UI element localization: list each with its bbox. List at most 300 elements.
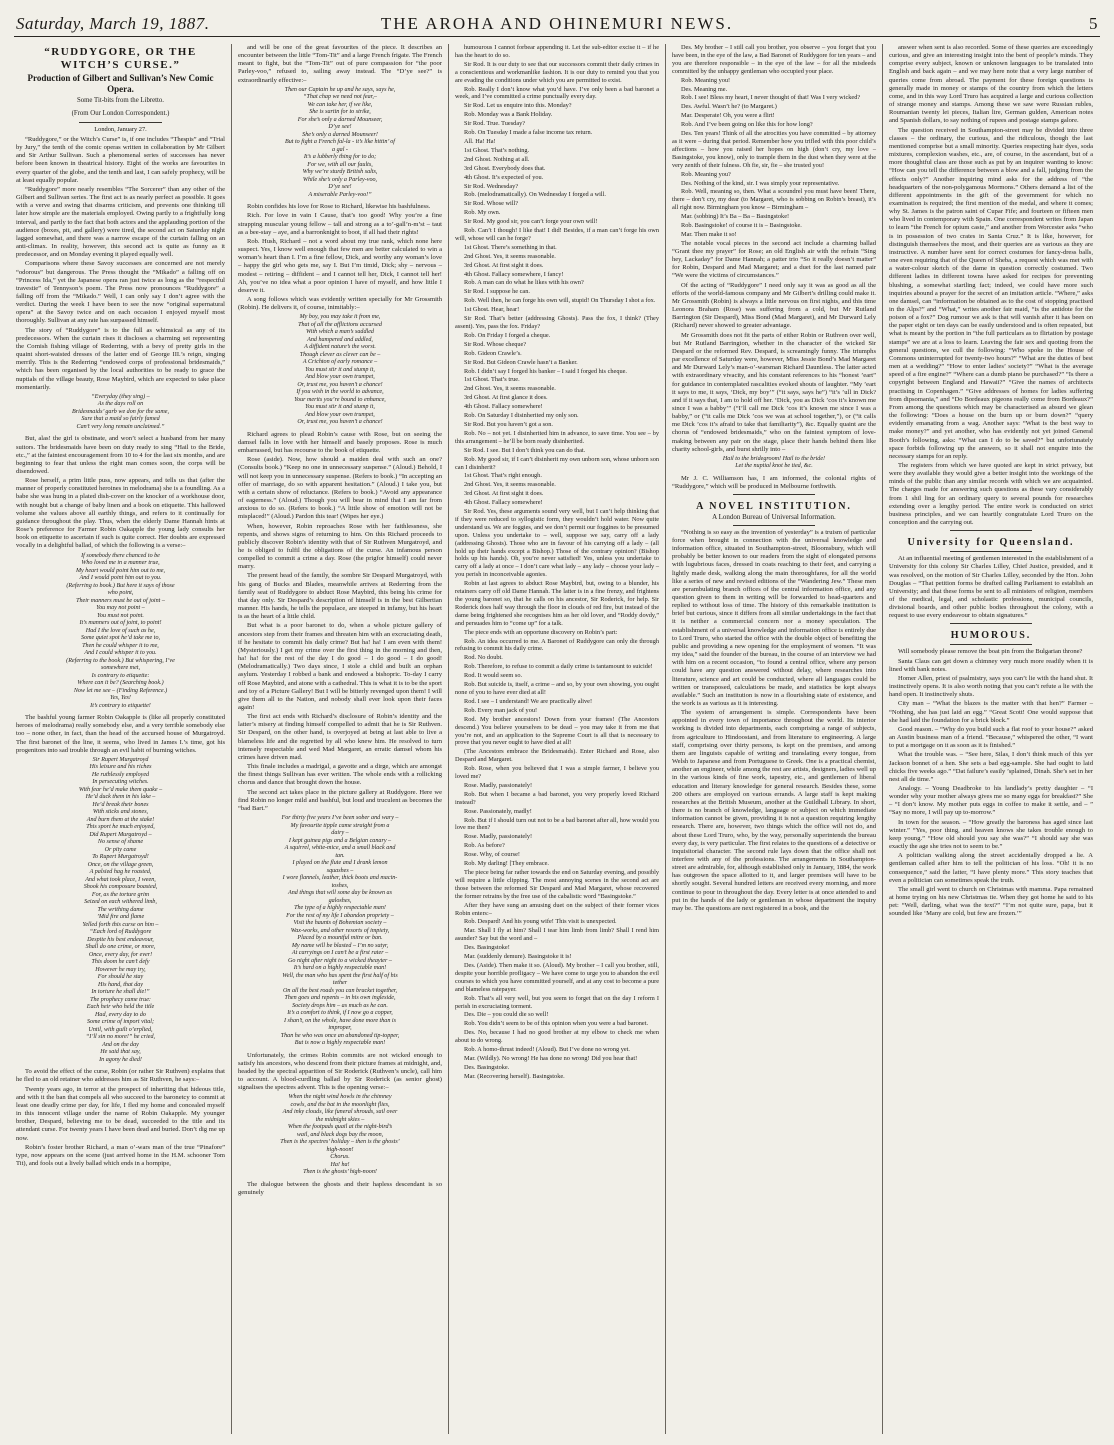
verse-line: If you wish in the world to advance, xyxy=(296,389,384,396)
verse-line: wail, and black dogs bay the moon, xyxy=(296,1131,384,1138)
divider-rule xyxy=(733,494,815,495)
dialogue-line: Sir Rod. But Gideon Crawle hasn’t a Banker. xyxy=(464,358,578,366)
dialogue-line: Mar. (Wildly). No wrong! He has done no wrong! Did you hear that! xyxy=(464,1054,638,1062)
verse-line: Than he who was once an abandoned tip-topper, xyxy=(280,1032,400,1039)
verse-line: Or, trust me, you haven’t a chance! xyxy=(297,381,383,388)
dialogue-line: Des. My brother – I still call you brother, you observe – you forget that you have been, in the eye of the law, a Bad Baronet of Ruddygore for ten years – and you are therefore responsible – in the eye of the law – for all the misdeeds committed by the unhappy gentleman who occupied your place. xyxy=(672,44,876,75)
verse-line: Then our Captain he up and he says, says he, xyxy=(284,86,396,93)
dialogue-line: Des. Awful. Wasn’t he? (to Margaret.) xyxy=(681,103,777,111)
dialogue-line: Rob. On Saturday I disinherited my only son. xyxy=(464,412,579,420)
dialogue-line: Rod. My brother ancestors! Down from your frames! (The Ancestors descend.) You believe yourselves to be dead – you may take it from me that you’re not, and an application to the Supreme Court is all that is necessary to prove that you never ought to have died at all! xyxy=(455,715,659,747)
paragraph: Mr J. C. Williamson has, I am informed, the colonial rights of “Ruddygore,” which will be produced in Melbourne forthwith. xyxy=(672,474,876,491)
verse-line: improper, xyxy=(328,1025,352,1031)
dialogue-line: Mar. Then make it so! xyxy=(681,230,737,238)
verse-line: Then goes and repents – in his own ingleside, xyxy=(284,995,396,1001)
dialogue-line: 4th Ghost. It’s expected of you. xyxy=(464,173,544,181)
verse-line: Why we’re sturdy British salts, xyxy=(302,169,378,176)
dialogue-line: Mar. Desperate! Oh, you were a flirt! xyxy=(681,112,775,120)
verse-line: With which a man’s saddled xyxy=(306,329,374,336)
dialogue-line: Rob. As before? xyxy=(464,842,505,850)
dialogue-line: Rose. Madly, passionately! xyxy=(464,833,533,841)
verse-line: If somebody there chanced to be xyxy=(81,552,160,559)
verse-line: I played on the flute and I drank lemon xyxy=(292,860,388,866)
verse-line: In agony he died! xyxy=(99,1056,142,1063)
dateline: London, January 27. xyxy=(94,126,147,133)
verse-line: The type of a highly respectable man! xyxy=(294,905,386,911)
verse-line: Sure that a maid so fairly famed xyxy=(81,416,160,423)
verse-line: Bridesmaids’ garb we don for the same, xyxy=(72,408,169,415)
dialogue-line: Rob. Basingstoke! of course it is – Basingstoke. xyxy=(681,222,802,230)
paragraph: Rose herself, a prim little puss, now appears, and tells us that (after the manner of properly constituted heroines in melodrama) she is a foundling. As a babe she was hung in a plated dish-cover on the knocker of a workhouse door, with nought but a change of baby linen and a book on etiquette. This hallowed volume she values above all earthly things, and refers to it continually for guidance throughout the play. Thus, when the elderly Dame Hannah hints at Rose’s preference for Farmer Robin Oakapple the young lady consults her book on etiquette to ascertain if such is quite correct. Her doubts are expressed vocally in a delightful ballad, of which the following is a verse:– xyxy=(16,477,225,550)
dialogue-line: Des. Nothing of the kind, sir. I was simply your representative. xyxy=(681,179,840,187)
verse-line: Is contrary to etiquette: xyxy=(91,672,150,679)
paragraph: Comparisons where these Savoy successes are concerned are not merely “odorous” but dangerous. The Press thought the “Mikado” a falling off on “Princess Ida,” yet the Japanese opera ran just twice as long as the “respectful travestie” of Tennyson’s poem. The Press now pronounces “Ruddygore” a falling off from the “Mikado.” Well, I can only say I don’t agree with the verdict. During the week I have been to see the now “original supernatural opera” at the Savoy twice and on each occasion I enjoyed myself most thoroughly. Sullivan at any rate has surpassed himself. xyxy=(16,260,225,325)
verse-line: Can’t very long remain unclaimed.” xyxy=(76,423,165,430)
article-byline: Some Tit-bits from the Libretto. xyxy=(76,97,165,104)
verse-line: A miserable Parley-voo!” xyxy=(308,191,372,198)
dialogue-line: 2nd Ghost. Yes, it seems reasonable. xyxy=(464,252,556,260)
divider-rule xyxy=(79,122,163,123)
verse-line: You may not point – xyxy=(96,605,145,612)
dialogue-line: Rob. But if I should turn out not to be a bad baronet after all, how would you love me then? xyxy=(455,816,659,832)
paragraph: Rich. For love in vain I Cause, that’s too good! Why you’re a fine strapping muscular young fellow – tall and strong as a to’-gall’n-m’st – taut as a bee-stay – aye, and a barronknight to boot, if all had their rights! xyxy=(238,212,442,236)
verse-line: My name will be blasted – I’m no satyr, xyxy=(291,942,389,949)
verse-line: You must stir it and stump it, xyxy=(305,404,375,411)
verse-line: And inky clouds, like funeral shrouds, sail over xyxy=(282,1109,398,1116)
divider-rule xyxy=(950,530,1032,531)
paragraph: The system of arrangement is simple. Correspondents have been appointed in every town of importance throughout the world. Its interior working is divided into departments, each comprising a range of subjects, from agriculture to Hindoostani, and from literature to engineering. A large staff, comprising over thirty persons, is kept on the premises, and among them are linguists capable of writing and translating every tongue, from Welsh to Japanese and from Portuguese to Greek. One is a practical chemist, another an engineer, while among the rest are artists, designers, ladies well up in the various kinds of fine work, tapestry, etc., and gentlemen of liberal education and literary knowledge for general research. Besides these, some 200 others are employed on various errands. A large staff is kept making researches at the British Museum, another at the Guildhall Library. In short, there is no branch of knowledge, language or subject on which immediate information cannot be given, providing it is not a question requiring lengthy research. There are, however, two things which the office will not do, and about these Lord Truro, who, by the way, personally superintends the bureau every day, is very particular. The first relates to the questions of a detective or inquisitorial character. The second rule lays down that the office shall not interfere with any of the professions. The arrangements in Southampton-street are admirable, for, although established only in January, 1884, the work has outgrown the space allotted to it, and larger premises will have to be shortly sought. Several hundred letters are received every morning, and more continue to pour in throughout the day. Every letter is at once attended to and put in the hands of the lady or gentleman in whose department the inquiry may be. The questions are next registered in a book, and the xyxy=(672,709,876,912)
paragraph: Homer Allen, priest of psalmistry, says you can’t lie with the hand shut. It instinctively opens. It is also worth noting that you can’t refute a lie with the hand open. It instinctively shuts. xyxy=(889,674,1093,699)
paragraph: The story of “Ruddygore” is to the full as whimsical as any of its predecessors. When the curtain rises it discloses a charming set representing the Cornish fishing village of Rederring, with a bevy of pretty girls in the quaint short-waisted dresses of the latter end of George III.’s reign, singing merrily. This is the Rederring “endowed corps of professional bridesmaids,” which has been organised by the local authorities to be ready to grace the nuptials of the village beauty, Rose Maybird, which are expected to take place momentarily. xyxy=(16,326,225,391)
dialogue-line: Rob. Meaning you? xyxy=(681,170,731,178)
verse-line: As the days roll on xyxy=(97,401,144,408)
paragraph: The second act takes place in the picture gallery at Ruddygore. Here we find Robin no longer mild and bashful, but loud and truculent as becomes the “bad Bart.” xyxy=(238,788,442,812)
verse-line: Until, with guilt o’erplied, xyxy=(88,1026,153,1033)
verse-line: She is sartin for to strike, xyxy=(309,109,371,116)
verse-line: On all the best roads you can bracket together, xyxy=(282,987,397,994)
verse-line: And on the day xyxy=(102,1041,139,1048)
verse-line: Then is the spectres’ holiday – then is the ghosts’ xyxy=(280,1139,400,1146)
paragraph: Robin confides his love for Rose to Richard, likewise his bashfulness. xyxy=(247,203,431,211)
verse-line: Or pity came xyxy=(104,846,137,853)
verse-line: This sport he much enjoyed, xyxy=(86,824,155,831)
verse-line: I shan’t, on the whole, have done more than is xyxy=(284,1017,396,1024)
verse-line: She’s only a darned Mounseer! xyxy=(302,131,378,138)
dialogue-line: Mar. Shall I fly at him? Shall I tear him limb from limb? Shall I rend him asunder? Say but the word and – xyxy=(455,927,659,943)
paragraph: At an influential meeting of gentlemen interested in the establishment of a University for this colony Sir Charles Lilley, Chief Justice, presided, and it was resolved, on the motion of Sir Charles Lilley, seconded by the Hon. John Douglas – “That petition forms be drafted calling Parliament to establish an University; and that these forms be sent to all ministers of religion, members of the medical, legal, and scholastic professions, municipal councils, divisional boards, and other public bodies throughout the colony, with a request to use every endeavour to obtain signatures.” xyxy=(889,555,1093,620)
verse-line: With sticks and stones, xyxy=(92,809,149,816)
paragraph: When, however, Robin reproaches Rose with her faithlessness, she repents, and shows signs of returning to him. On this Richard proceeds to publicly discover Robin’s identity with that of Sir Ruthven Murgatroyd, and he is obliged to fulfil the obligations of the curse. An infamous person compelled to commit a crime a day. Rose (the prigfor himself) could never marry. xyxy=(238,522,442,571)
column-3 xyxy=(448,44,665,1434)
dialogue-line: Des. Basingstoke! xyxy=(464,944,510,952)
dialogue-line: Rob. On Friday I forged a cheque. xyxy=(464,331,551,339)
verse-line: Yes, Yes! xyxy=(110,695,131,702)
section-heading-novel-institution: A NOVEL INSTITUTION. xyxy=(696,501,852,513)
verse-line: That of all the afflictions accursed xyxy=(298,321,382,328)
verse-line: who point, xyxy=(107,590,134,597)
verse-line: Once, on the village green, xyxy=(87,861,154,868)
verse-line: (Referring to the book.) But whispering, I’ve xyxy=(66,657,175,664)
dialogue-line: Mar. (suddenly demure). Basingstoke it is! xyxy=(464,953,572,961)
verse-line: Or, trust me, you haven’t a chance! xyxy=(297,419,383,426)
verse-line: Did Rupert Murgatroyd – xyxy=(89,831,152,838)
verse-line: I kept guinea pigs and a Belgian canary – xyxy=(288,837,392,844)
verse-line: Though clever as clever can be – xyxy=(299,351,381,358)
dialogue-line: Rob. But suicide is, itself, a crime – and so, by your own showing, you ought none of you to have ever died at all! xyxy=(455,681,659,696)
verse-line: He’d duck them in his lake – xyxy=(85,794,156,801)
paragraph: The bashful young farmer Robin Oakapple is (like all properly constituted heroes of melodrama) really somebody else, and a very terrible somebody else too – none other, in fact, than the head of the accursed house of Murgatroyd. The first baronet of the line, it seems, who lived in James I.’s time, got his progenitors into sad trouble through an evil habit of burning witches. xyxy=(16,714,225,754)
verse-line: But is now a highly respectable man! xyxy=(294,1040,386,1046)
verse-line: “I’ll sin no more!” he cried, xyxy=(85,1034,156,1041)
verse-line: And blow your own trumpet, xyxy=(305,411,375,418)
dialogue-line: Rob. Gideon Crawle’s. xyxy=(464,349,522,357)
verse-line: “Everyday (they sing) – xyxy=(91,393,150,400)
masthead xyxy=(14,10,1100,37)
verse-line: Visit the haunts of Bohemian society – xyxy=(293,920,387,926)
paragraph: The present head of the family, the sombre Sir Despard Murgatroyd, with his gang of Bucks and Blades, meanwhile arrives at Rederring from the family seat of Ruddygore to abduct Rose Maybird, this being his crime for that day only. Sir Despard’s description of himself is in the best Gilbertian manner. His hands, he tells the populace, are steeped in infamy, but his heart is as the heart of a little child. xyxy=(238,572,442,621)
verse-line: However he may try, xyxy=(95,966,146,973)
verse-line: In torture he shall die!” xyxy=(91,989,150,996)
verse-line: To Rupert Murgatroyd! xyxy=(92,854,149,861)
section-heading-university: University for Queensland. xyxy=(907,537,1075,549)
issue-date: Saturday, March 19, 1887. xyxy=(16,14,210,33)
verse-line: (Referring to book.) But here it says of those xyxy=(66,582,175,589)
dialogue-line: Rose. Passionately, madly! xyxy=(464,807,532,815)
verse-line: Then is the ghosts’ high-noon! xyxy=(303,1169,377,1176)
verse-line: the midnight skies – xyxy=(315,1116,365,1123)
column-1 xyxy=(14,44,231,1434)
verse-line: “That chap we need not fear,– xyxy=(303,94,377,101)
dialogue-line: Sir Rod. Wednesday? xyxy=(464,182,519,190)
dialogue-line: Rob. But when I became a bad baronet, you very properly loved Richard instead? xyxy=(455,790,659,806)
dialogue-line: Sir Rod. My good sir, you can’t forge your own will! xyxy=(464,218,598,226)
dialogue-line: Rob. That’s all very well, but you seem to forget that on the day I reform I perish in excruciating torment. xyxy=(455,994,659,1010)
verse-line: Some crime of import vital; xyxy=(86,1019,155,1026)
verse-line: You must not point. xyxy=(97,612,144,619)
dialogue-line: Des. Ten years! Think of all the atrocities you have committed – by attorney as it were – during that period. Remember how you trifled with this poor child’s affections – how you raised her hopes on high (don’t cry, my love – Basingstoke, you know), only to trample them in the dust when they were at the very zenith of their fulness. Oh fie, sir, fie – she trusted you! xyxy=(672,130,876,169)
verse-line: And blow your own trumpet, xyxy=(305,374,375,381)
dialogue-line: Rob. A man can do what he likes with his own? xyxy=(464,279,584,287)
divider-rule xyxy=(950,623,1032,624)
verse-block xyxy=(238,87,442,200)
paragraph: But what is a poor baronet to do, when a whole picture gallery of ancestors step from their frames and threaten him with an excruciating death, if he hesitate to commit his daily crime? But ha! ha! I am even with them! (Mysteriously.) I get my crime over the first thing in the morning and then, ha! ha! for the rest of the day I do good – I do good – I do good! (Melodramatically.) Two days since, I stole a child and built an orphan asylum. Yesterday I robbed a bank and endowed a bishopric. To-day I carry off Rose Maybird, and atone with a cathedral. This is what it is to be the sport and toy of a Picture Gallery! But I will be bitterly revenged upon them! I will give them all to the Nation, and nobody shall ever look upon their faces again! xyxy=(238,622,442,711)
verse-line: It’s hard on a highly respectable man! xyxy=(293,965,387,971)
paragraph: Rose (aside). Now, how should a maiden deal with such an one? (Consults book.) “Keep no one in unnecessary suspense.” (Aloud.) Behold, I will not keep you in unnecessary suspense. (Refers to book.) “In accepting an offer of marriage, do so with apparent hesitation.” (Aloud.) I take you, but with a certain show of reluctance. (Refers to book.) “Avoid any appearance of eagerness.” (Aloud.) Though you will bear in mind that I am far from anxious to do so. (Refers to book.) “A little show of emotion will not be misplaced!” (Aloud.) Pardon this tear! (Wipes her eye.) xyxy=(238,456,442,521)
dialogue-line: Des. (Aside). Then make it so. (Aloud). My brother – I call you brother, still, despite your horrible profligacy – We have come to urge you to abandon the evil courses to which you have committed yourself, and at any cost to become a pure and blameless ratepayer. xyxy=(455,961,659,993)
verse-line: And what took place, I ween, xyxy=(85,876,156,883)
dialogue-line: 1st Ghost. That’s nothing. xyxy=(464,146,530,154)
verse-line: It’s contrary to etiquette! xyxy=(90,702,151,709)
correspondent-line: (From Our London Correspondent.) xyxy=(71,109,170,117)
verse-line: Each heir who held the title xyxy=(86,1004,155,1011)
verse-line: Had I the love of such as he, xyxy=(85,627,156,634)
verse-line: tan. xyxy=(335,852,345,859)
dialogue-line: 1st Ghost. Hear, hear! xyxy=(464,306,520,314)
verse-line: In persecuting witches. xyxy=(92,779,149,786)
verse-line: Then he could whisper it to me, xyxy=(82,642,159,649)
paragraph: Robin’s foster brother Richard, a man o’-wars man of the true “Pinafore” type, now appears on the scene (just arrived home in the H.M. schooner Tom Tit), and fools out a lively ballad which ends in a hornpipe, xyxy=(16,1143,225,1168)
dialogue-line: Robin at last agrees to abduct Rose Maybird, but, owing to a blunder, his retainers carry off old Dame Hannah. The latter is in a fine frenzy, and frightens the young baronet so, that he calls on his ancestor, Sir Roderick, for help. Sir Roderick does half way through the floor in clouds of red fire, but instead of the dame being frightened she recognises him as her old lover, and “Roddy dovdy,” and persuades him to “come up” for a talk. xyxy=(455,580,659,627)
dialogue-line: Sir Rod. I see. But I don’t think you can do that. xyxy=(464,446,586,454)
verse-line: Despite his best endeavour, xyxy=(87,936,154,943)
verse-line: somewhere met, xyxy=(100,665,141,672)
dialogue-line: Rob. My good sir, if I can’t disinherit my own unborn son, whose unborn son can I disinherit? xyxy=(455,455,659,471)
verse-line: And things that will some day be known as xyxy=(288,890,392,896)
verse-line: It’s a lubberly thing for to do; xyxy=(303,154,377,161)
dialogue-line: Sir Rod. Whose cheque? xyxy=(464,340,527,348)
dialogue-line: Rob. Rose, when you believed that I was a simple farmer, I believe you loved me? xyxy=(455,765,659,781)
dialogue-line: Rob. Therefore, to refuse to commit a daily crime is tantamount to suicide! xyxy=(464,663,653,671)
dialogue-line: Rob. No – not yet. I disinherited him in advance, to save time. You see – by this arrangement – he’ll be born ready disinherited. xyxy=(455,429,659,445)
paragraph: But, alas! the girl is obstinate, and won’t select a husband from her many suitors. The bridesmaids have been on duty ready to sing “Hail to the Bride, etc.,” at the faintest encouragement from 10 to 4 for the last six months, and are beginning to fear that unless the right man comes soon, the corps will be disendowed. xyxy=(16,435,225,475)
dialogue-line: Rob. An idea occurred to me. A Baronet of Ruddygore can only die through refusing to commit his daily crime. xyxy=(455,637,659,653)
paragraph: The notable vocal pieces in the second act include a charming ballad “Grant thee my prayer” for Rose; an old English air with the refrain “Sing hey, Lackaday” for Dame Hannah; a patter trio “So it really doesn’t matter” for Robin, Despard and Mad Margaret; and a duet for the last named pair “We were the victims of circumstances.” xyxy=(672,239,876,280)
verse-line: Well, the man who has spent the first half of his xyxy=(282,972,398,979)
dialogue-line: 2nd Ghost. Nothing at all. xyxy=(464,155,530,163)
dialogue-line: The piece being far rather towards the end on Saturday evening, and possibly will require a little clipping. The most annoying scenes in the second act are those between the reformed Sir Despard and Mad Margaret, whose recovered the former retrains by the free use of the cabalistic word “Basingstoke.” xyxy=(455,869,659,900)
divider-rule xyxy=(950,644,1032,645)
paragraph: What the trouble was. – “See here, Silas, I don’t think much of this yer Jackson bonnet of a hen. She sets a bad egg-sample. She had ought to laid chicks five weeks ago.” “Dat failure’s easily ’splained, Dinah. She’s set in her nest all de time.” xyxy=(889,751,1093,783)
dialogue-line: Rob. (melodramatically). On Wednesday I forged a will. xyxy=(464,191,606,199)
paragraph: This finale includes a madrigal, a gavotte and a dirge, which are amongst the finest things Sullivan has ever written. The whole ends with a rollicking chorus and dance that brought down the house. xyxy=(238,763,442,787)
verse-line: D’ye see! xyxy=(328,184,352,191)
divider-rule xyxy=(950,551,1032,552)
dialogue-line: 3rd Ghost. At first sight it does. xyxy=(464,261,544,269)
dialogue-line: Rob. Well, meaning so, then. What a scoundrel you must have been! There, there – don’t cry, my dear (to Margaret, who is sobbing on Robin’s breast), it’s all right now. Birmingham you know – Birmingham – xyxy=(672,188,876,212)
dialogue-line: (The Ancestors embrace the Bridesmaids). Enter Richard and Rose, also Despard and Margaret. xyxy=(455,748,659,764)
dialogue-line: Rod. No doubt. xyxy=(464,654,503,662)
verse-block xyxy=(238,314,442,427)
verse-line: No sense of shame xyxy=(97,839,144,846)
verse-line: We can take her, if we like, xyxy=(307,101,373,108)
verse-line: This doom he can’t defy xyxy=(91,959,150,966)
dialogue-line: 1st Ghost. That’s right enough. xyxy=(464,472,542,480)
section-subheading: A London Bureau of Universal Information. xyxy=(712,513,836,522)
paragraph: “Ruddygore” more nearly resembles “The Sorcerer” than any other of the Gilbert and Sullivan series. The first act is as nearly perfect as possible. It goes with a verve and swing that disarms criticism, and prevents one thinking till later how simple are the materials employed. Owing partly to a frightfully long interval, and partly to the fact that both actors and the applauding portion of the audience (boxes, pit, and gallery) were tired, the second act on Saturday night lagged somewhat, and there was a narrow escape of the curtain falling on an anti-climax. In reality, however, this second act is quite as funny as it predecessor, and on Monday evening it played equally well. xyxy=(16,185,225,259)
verse-line: ’Mid fire and flame xyxy=(96,914,145,921)
verse-block xyxy=(16,757,225,1065)
verse-line: Go night after night to a wicked theayter – xyxy=(288,957,392,964)
verse-line: Where can it be? (Searching book.) xyxy=(77,680,164,687)
dialogue-line: Rob. I see! Bless my heart, I never thought of that! Was I very wicked? xyxy=(681,94,861,102)
verse-line: His hand, that day xyxy=(97,981,144,988)
verse-line: Their manners must be out of joint – xyxy=(76,597,165,604)
verse-line: squashes – xyxy=(326,867,354,874)
dialogue-line: Rob. Monday was a Bank Holiday. xyxy=(464,111,553,119)
dialogue-line: Sir Rod. But you haven’t got a son. xyxy=(464,420,553,428)
verse-line: He ruthlessly employed xyxy=(91,771,150,778)
paragraph: City man – “What the blazes is the matter with that hen?” Farmer – “Nothing, she has just laid an egg.” “Great Scott! One would suppose that she had laid the foundation for a brick block.” xyxy=(889,700,1093,724)
dialogue-line: 3rd Ghost. At first glance it does. xyxy=(464,394,548,402)
article-headline: “RUDDYGORE, OR THE WITCH’S CURSE.” xyxy=(44,46,197,71)
verse-line: Sir Rupert Murgatroyd xyxy=(92,756,149,763)
dialogue-line: Rob. My own. xyxy=(464,209,501,217)
paragraph: Will somebody please remove the boat pin from the Bulgarian throne? xyxy=(898,648,1083,656)
dialogue-line: Sir Rod. Whose will? xyxy=(464,200,519,208)
dialogue-line: 2nd Ghost. Yes, it seems reasonable. xyxy=(464,385,556,393)
dialogue-line: Rod. I see – I understand! We are practically alive! xyxy=(464,697,593,705)
dialogue-line: After they have sung an amusing duet on the subject of their former vices Robin enters:– xyxy=(455,901,659,917)
verse-line: My boy, you may take it from me, xyxy=(299,314,381,321)
dialogue-line: humourous I cannot forbear appending it. Let the sub-editor excise it – if he has the heart to do so. xyxy=(455,44,659,59)
verse-line: I wore flannels, leather, thick boots and macin- xyxy=(282,875,398,881)
verse-line: You must stir it and stump it, xyxy=(305,366,375,373)
verse-line: My heart would point him out to me, xyxy=(75,567,166,574)
verse-line: But to fight a French fal-la - it’s like hittin’ of xyxy=(284,139,395,146)
dialogue-line: Rob. On Tuesday I made a false income tax return. xyxy=(464,129,593,137)
paragraph: Richard agrees to plead Robin’s cause with Rose, but on seeing the damsel falls in love with her himself and basely proposes. Rose is much embarrassed, but has recourse to the book of etiquette. xyxy=(238,430,442,455)
dialogue-line: Rob. Really I don’t know what you’d have. I’ve only been a bad baronet a week, and I’ve committed a crime punctually every day. xyxy=(455,85,659,101)
verse-line: Ha! ha! xyxy=(330,1161,350,1168)
dialogue-line: Rob. Every man jack of you! xyxy=(464,706,538,714)
dialogue-line: 2nd Ghost. Yes, it seems reasonable. xyxy=(464,481,556,489)
verse-block xyxy=(238,815,442,1048)
verse-line: He’d break their bones xyxy=(92,801,149,808)
verse-line: Some quiet spot he’d take me to, xyxy=(80,635,161,642)
dialogue-line: Sir Rod. Yes, these arguments sound very well, but I can’t help thinking that if they were reduced to syllogistic form, they wouldn’t hold water. Now quite understand us. We are foggies, and we don’t permit our foggines to be presumed upon. Unless you undertake to – well, suppose we say, carry off a lady (addressing Ghosts). Those who are in favour of his carrying off a lady – (all hold up their hands except a Bishop.) Those of the contrary opinion? (Bishop holds up his hands). Oh, you’re never satisfied! Yes, unless you undertake to carry off a lady at once – I don’t care what lady – any lady – choose your lady – you perish in inconceivable agonies. xyxy=(455,508,659,579)
verse-line: high-noon! xyxy=(326,1146,354,1153)
verse-line: A palsied hag he roasted, xyxy=(89,869,152,876)
paragraph: Of the acting of “Ruddygore” I need only say it was as good as all the efforts of the world-famous company and Mr Gilbert’s drilling could make it. Mr Grossmith (Robin) is always a little nervous on first nights, and this time Leonora Braham (Rose) was suffering from a cold, but Mr Rutland Barrington (Sir Despard), Miss Bond (Mad Margaret), and Mr Durward Lely (Richard) never showed to greater advantage. xyxy=(672,281,876,330)
verse-line: Hail to the bridegroom! Hail to the bride! xyxy=(722,455,826,462)
verse-line: And I could whisper it to you. xyxy=(84,650,157,657)
dialogue-line: Rob. My darling! [They embrace. xyxy=(464,860,549,868)
dialogue-line: 4th Ghost. Fallacy somewhere, I fancy! xyxy=(464,270,564,278)
paragraph: In town for the season. – “How greatly the baroness has aged since last winter.” “Yes, poor thing, and heaven knows she takes trouble enough to keep young.” “How old should you say she was?” “I should say she was exactly the age she tries not to seem to be.” xyxy=(889,818,1093,851)
verse-line: Shall do one crime, or more, xyxy=(85,944,156,951)
paragraph: Good reason. – “Why do you build such a flat roof to your house?” asked an Austin business man of a friend. “Because,” whispered the other, “I want to put a mortgage on it as soon as it is finished.” xyxy=(889,725,1093,750)
page-number: 5 xyxy=(1089,14,1098,33)
verse-line: The prophecy came true: xyxy=(90,996,151,1003)
dialogue-line: 3rd Ghost. Everybody does that. xyxy=(464,164,546,172)
verse-line: For we, with all our faults, xyxy=(307,161,373,168)
dialogue-line: Rob. A homo-thrust indeed! (Aloud). But I’ve done no wrong yet. xyxy=(464,1046,630,1054)
paragraph: To avoid the effect of the curse, Robin (or rather Sir Ruthven) explains that he fled to an old retainer who addresses him as Sir Ruthven, he says:– xyxy=(16,1068,225,1084)
divider-rule xyxy=(733,525,815,526)
verse-line: With fear he’d make them quake – xyxy=(78,786,163,793)
verse-line: And I would point him out to you. xyxy=(79,575,162,582)
verse-line: galoshes, xyxy=(328,897,352,904)
dialogue-line: Rob. I didn’t say I forged his banker – I said I forged his cheque. xyxy=(464,367,627,375)
verse-line: He said that say, xyxy=(100,1049,141,1056)
paragraph: answer when sent is also recorded. Some of these queries are exceedingly curious, and give an interesting insight into the bent of people’s minds. They comprise every subject, known or unknown languages to be translated into English and back again – and we may here note that a very large number of queries come from abroad. The payment for these foreign questions is generally made in money or stamps of the country from which the letters come, and in this way Lord Truro has acquired a large and curious collection of strange money and stamps. Among these we saw were Russian rubles, Roumanian twenty lei pieces, Italian lire, German gulden, American notes and Spanish dollars, to say nothing of rupees and postage stamps galore. xyxy=(889,44,1093,125)
dialogue-line: 3rd Ghost. At first sight it does. xyxy=(464,490,544,498)
dialogue-line: The piece ends with an opportune discovery on Robin’s part: xyxy=(464,628,618,636)
paragraph: A song follows which was evidently written specially for Mr Grossmith (Robin). He delivers it, of course, inimitably:– xyxy=(238,296,442,312)
verse-block xyxy=(238,1094,442,1177)
dialogue-line: Mar. (Recovering herself). Basingstoke. xyxy=(464,1072,565,1080)
paragraph: and will be one of the great favourites of the piece. It describes an encounter between the little “Tom-Tit” and a large French frigate. The French meant to fight, but the “Tom-Tit” out of pure compassion for “the poor Parley-voo,” refused to, sailing away instead. The “D’ye see?” is extraordinarily effective:– xyxy=(238,44,442,84)
verse-line: a gal - xyxy=(332,146,348,153)
verse-line: While she’s only a Parley-voo, xyxy=(302,176,378,183)
verse-line: Placed by a mountful mitre or ban. xyxy=(297,935,383,941)
section-heading-humorous: HUMOROUS. xyxy=(950,630,1032,642)
dialogue-line: Des. Basingstoke. xyxy=(464,1063,510,1071)
verse-line: For she’s only a darned Mounseer, xyxy=(297,116,383,123)
dialogue-line: Rob. You didn’t seem to be of this opinion when you were a bad baronet. xyxy=(464,1020,649,1028)
verse-line: For should he stay xyxy=(97,974,144,981)
verse-line: Let the nuptial knot be tied, &c. xyxy=(735,463,813,470)
verse-line: Society drops him – as much as he can. xyxy=(292,1002,388,1009)
paragraph: Rob. Hush, Richard – not a word about my true rank, which none here suspect. Yes, I know well enough that few men are better calculated to win a woman’s heart than I. I’m a fine fellow, Dick, and worthy any woman’s love – happy the girl who gets me, say I. But I’m timid, Dick; shy – nervous – modest – retiring – diffident – and I cannot tell her, Dick, I cannot tell her! Ah, you’ve no idea what a poor opinion I have of myself, and how little I deserve it. xyxy=(238,237,442,294)
paragraph: Unfortunately, the crimes Robin commits are not wicked enough to satisfy his ancestors, who descend from their picture frames at midnight, and, headed by the spectral apparition of Sir Roderick (Ruthven’s uncle), call him to account. A blood-curdling ballad by Sir Roderick (as senior ghost) signalises the spectres advent. This is the opening verse:– xyxy=(238,1051,442,1092)
paragraph: Santa Claus can get down a chimney very much more readily when it is lined with bank notes. xyxy=(889,657,1093,673)
verse-line: Your merits you’re bound to enhance, xyxy=(294,396,386,403)
paragraph: Mr Grossmith does not fit the parts of either Robin or Ruthven over well, but Mr Rutland Barrington, whether in the character of the wicked Sir Despard or the reformed Rev. Despard, is screamingly funny. The triumphs par excellence of Saturday were, however, Miss Jessie Bond’s Mad Margaret and Mr Durward Lely’s man-o’-warsman Richard Dauntless. The latter acted with extraordinary vivacity, and his constant references to his “honest ’eart” for guidance in contemplated rascalities evoked shouts of laughter. “My ’eart it says to me, it says, ‘Dick, my boy’” (“it says, says he”) “it’s ’ull in Dick? and if it says that, I am to hold off her. ‘Dick, you as Dick ’cos it’s known me since I was a babby’” (“I’ll call me Dick ’cos it’s known me since I was a babby,” or (“it calls me Dick ’cos we was at school together,”), or (“it calls me Dick ’cos it’s afraid to take that familiarity”), &c. Equally quaint are the chorus of “endowed bridesmaids,” who on the faintest symptom of love-making between any pair on the stage, place their hands behind them like charity school-girls, and burst shrilly into – xyxy=(672,331,876,453)
dialogue-line: Rob. Meaning you! xyxy=(681,76,731,84)
dialogue-line: 1st Ghost. There’s something in that. xyxy=(464,243,557,251)
verse-line: “Each lord of Ruddygore xyxy=(89,929,152,936)
newspaper-title: THE AROHA AND OHINEMURI NEWS. xyxy=(380,14,734,33)
verse-line: It’s a comfort to think, if I now go a copper, xyxy=(287,1010,393,1016)
columns xyxy=(14,44,1100,1434)
paragraph: Analogy. – Young Deadbroke to his landlady’s pretty daughter – “I wonder why your mother always gives me so many eggs for breakfast?” She – “I don’t know. My mother puts eggs in coffee to make it settle, and – ” “Say no more, I will pay up to-morrow.” xyxy=(889,784,1093,817)
paragraph: “Nothing is so easy as the invention of yesterday” is a truism of particular force when brought in connection with the universal knowledge and information office, situated in Southampton-street, Bloomsbury, which will probably be better known to our readers from the sight of elongated persons with lugubrious faces, dressed in coats reaching to their feet, and carrying a lightly made desk, walking along the main thoroughfares, for all the world like a series of new and revised editions of the “Wandering Jew.” These men are perambulating branch offices of the central information office, and any question given to them in writing will be forwarded to head-quarters and replied to without loss of time. The history of this remarkable institution is brief but curious, since it differs from all similar undertakings in the fact that it is neither a commercial concern nor a money speculation. The establishment of a universal knowledge and information office is entirely due to Lord Truro, who started the office with the double object of benefiting the public and providing a new opening for the employment of women. “It was my idea,” said the founder of the bureau, in the course of an interview we had with him on a recent occasion, “to found a central office, where any person could have any question answered without delay, where researches into literature, science and art could be conducted, where all languages could be written or transposed, calculations be made, and statistics be kept always available.” Such an institution is now in a flourishing state of existence, and the work is as various as it is interesting. xyxy=(672,528,876,707)
newspaper-page xyxy=(14,10,1100,1435)
dialogue-line: Rob. Well then, he can forge his own will, stupid! On Thursday I shot a fox. xyxy=(464,297,656,305)
verse-line: When the night wind howls in the chimney xyxy=(288,1094,392,1101)
verse-line: A squirrel, white-mice, and a small black and xyxy=(284,845,396,851)
verse-line: Shook his composure boasted, xyxy=(83,884,158,891)
paragraph: The question received in Southampton-street may be divided into three classes – the ordinary, the curious, and the ridiculous, though the last mentioned comprise but a small minority. Queries respecting hair dyes, soda mixtures, complexion washes, etc., are, of course, in the ascendant, but of a more thoughtful class are those such as put by an inquirer wanting to know: “How can you tell the difference between a blow and a fall, judging from the effects only?” Another inquiring mind asks for the address of “the headquarters of the non-polygamous Mormons.” Others demand a list of the different appointments in the gift of the government for which no examination is required; the first mention of the medal, and where it comes; why St. James is the patron saint of Cupar Fife; and fourteen or fifteen men who lived in contemporary with Spain. One correspondent writes from Japan to learn “the French for opium caste,” and another from Worcester asks “who is in possession of two crates in Santa Cruz.” It is like, however, for distinguish themselves the most, and their queries are as various as they are instructive. A number have sent for correct costumes for fancy-dress balls, one even requiring that of the Queen of Sheba, a request which was met with a water-colour sketch of the dame in question correctly costumed. Two different ladies in different towns have asked for recipes for preventing blushing, a somewhat startling fact; indeed, we could have more such inquiries abound a prayer for the secret of an imitation article. “Where,” asks one damsel, can “information be obtained as to the cost of stopping practised in the Alps?” and “What,” writes another fair maid, “is the antidote for the poison of a fox?” Dog rumour we ask is that will vanish after it has been on the paper eight or ten days can be easily understood and is often repeated, but what is meant by the portion in “the full particulars as to flirtation by postage stamps” we are at a loss to learn. Leaving the fair sex and quoting from the general questions, we cull the following: “Who spoke in the House of Commons uninterrupted for twenty-two hours?” “What are the duties of best men at a wedding?” “How to enter ladies’ society?” “What is the average speed of a fire engine?” “Where can a dumb piano be purchased?” “Is there a copyright between England and Hawaii?” “Give the names of architects practising in Copenhagen.” “Give addresses of homes for ladies suffering from dipsomania,” and “Do Bordeaux pigeons really come from Bordeaux?” From among the questions which may be characterised as absurd we glean the following: “Does a house on the burn up or burn down?” “query evidently emanating from a wag. Another says: “What is the best way to make money?” and yet another, who has evidently not yet joined General Booth’s following, asks: “What can I do to be saved?” but unfortunately space forbids following up the answers, so it shall not enquire into the necessary stamps for an reply. xyxy=(889,126,1093,460)
verse-line: The writhing dame xyxy=(97,906,144,913)
verse-line: Chorus. xyxy=(330,1154,350,1161)
verse-line: My favourite tipple came straight from a xyxy=(290,822,390,829)
verse-block xyxy=(16,553,225,711)
dialogue-line: All. Ha! Ha! xyxy=(464,137,496,145)
paragraph: The small girl went to church on Christmas with mamma. Papa remained at home trying on his new Christmas tie. When they got home he said to his pet: “Well, darling, what was the text?” “I’m not quite sure, papa, but it sounded like ‘Many are cold, but few are frozen.’” xyxy=(889,885,1093,918)
paragraph: The registers from which we have quoted are kept in strict privacy, but were they available they would give a better insight into the workings of the minds of the public than any similar records with which we are acquainted. The charges made for answering such questions as these vary considerably from 1 shil ling for an ordinary query to several pounds for researches extending over a lengthy period. The entire work is conducted on strict business principles, and we can heartily congratulate Lord Truro on the conception and the carrying out. xyxy=(889,461,1093,527)
article-subhead: Production of Gilbert and Sullivan’s New Comic Opera. xyxy=(27,73,214,94)
verse-line: cowls, and the bat in the moonlight flies, xyxy=(290,1101,390,1108)
dialogue-line: Sir Rod. Let us enquire into this. Monday? xyxy=(464,102,572,110)
verse-line: tether xyxy=(332,980,348,986)
dialogue-line: Des. Die – you could die so well! xyxy=(464,1011,549,1019)
column-2 xyxy=(231,44,448,1434)
dialogue-line: Sir Rod. I suppose he can. xyxy=(464,288,530,296)
verse-line: A diffident nature’s the worst. xyxy=(304,344,376,351)
dialogue-line: Rob. And I’ve been going on like this for how long? xyxy=(681,121,813,129)
dialogue-line: 4th Ghost. Fallacy somewhere! xyxy=(464,403,543,411)
verse-line: When the footpads quail at the night-bird’s xyxy=(287,1124,393,1131)
paragraph: Twenty years ago, in terror at the prospect of inheriting that hideous title, and with it the ban that compels all who succeed to the baronetcy to commit at least one deadly crime per day, for life, I fled my home and concealed myself in this innocent village under the name of Robin Oakapple. My younger brother, Despard, believing me to be dead, succeeded to the title and its attendant curse. For twenty years I have been dead and buried. Don’t dig me up now. xyxy=(16,1085,225,1142)
paragraph: The first act ends with Richard’s disclosure of Robin’s identity and the latter’s misery at finding himself compelled to admit that he is Sir Ruthven. Sir Despard, on the other hand, is overjoyed at being at last able to live a blameless life and die regretted by all who knew him. He resolved to turn intensely respectable and wed Mad Margaret, an erratic damsel whom his crimes have driven mad. xyxy=(238,713,442,761)
verse-line: dairy – xyxy=(331,830,349,836)
verse-line: Yelled forth this curse on him – xyxy=(82,921,159,928)
verse-line: Had, every day to do xyxy=(95,1011,146,1018)
dialogue-line: 4th Ghost. Fallacy somewhere! xyxy=(464,499,543,507)
dialogue-line: 1st Ghost. That’s true. xyxy=(464,376,520,384)
verse-line: toshes, xyxy=(331,882,349,889)
verse-line: Once, every day, for ever! xyxy=(88,951,153,958)
verse-line: And burn them at the stake! xyxy=(86,816,155,823)
dialogue-line: Sir Rod. It is our duty to see that our successors commit their daily crimes in a conscientious and workmanlike fashion. It is our duty to remind you that you are evading the conditions under which you are permitted to exist. xyxy=(455,60,659,84)
dialogue-line: Rose. Why, of course! xyxy=(464,851,520,859)
verse-line: For thirty five years I’ve been sober and wary – xyxy=(281,815,399,821)
dialogue-line: Des. No, because I had no good brother at my elbow to check me when about to do wrong. xyxy=(455,1029,659,1045)
dialogue-line: Rob. Can’t I though! I like that! I did! Besides, if a man can’t forge his own will, whose will can he forge? xyxy=(455,227,659,242)
verse-line: It’s manners out of joint, to point! xyxy=(79,620,162,627)
verse-line: And hampered and addled, xyxy=(307,336,373,343)
verse-line: At carryings on I can’t be a first rater – xyxy=(291,950,389,956)
paragraph: A politician walking along the street accidentally dropped a lie. A gentleman called after him to tell the politician of his loss. “Oh! it is no consequence,” said the latter, “I have plenty more.” This story teaches that even a politician can sometimes speak the truth. xyxy=(889,852,1093,884)
verse-line: For, as the torture grim xyxy=(91,891,150,898)
verse-block xyxy=(672,456,876,471)
dialogue-line: Rob. Despard! And his young wife! This visit is unexpected. xyxy=(464,918,617,926)
dialogue-line: Sir Rod. True. Tuesday? xyxy=(464,120,526,128)
verse-line: Now let me see – (Finding Reference.) xyxy=(73,687,168,694)
dialogue-line: Rose. Madly, passionately! xyxy=(464,781,533,789)
